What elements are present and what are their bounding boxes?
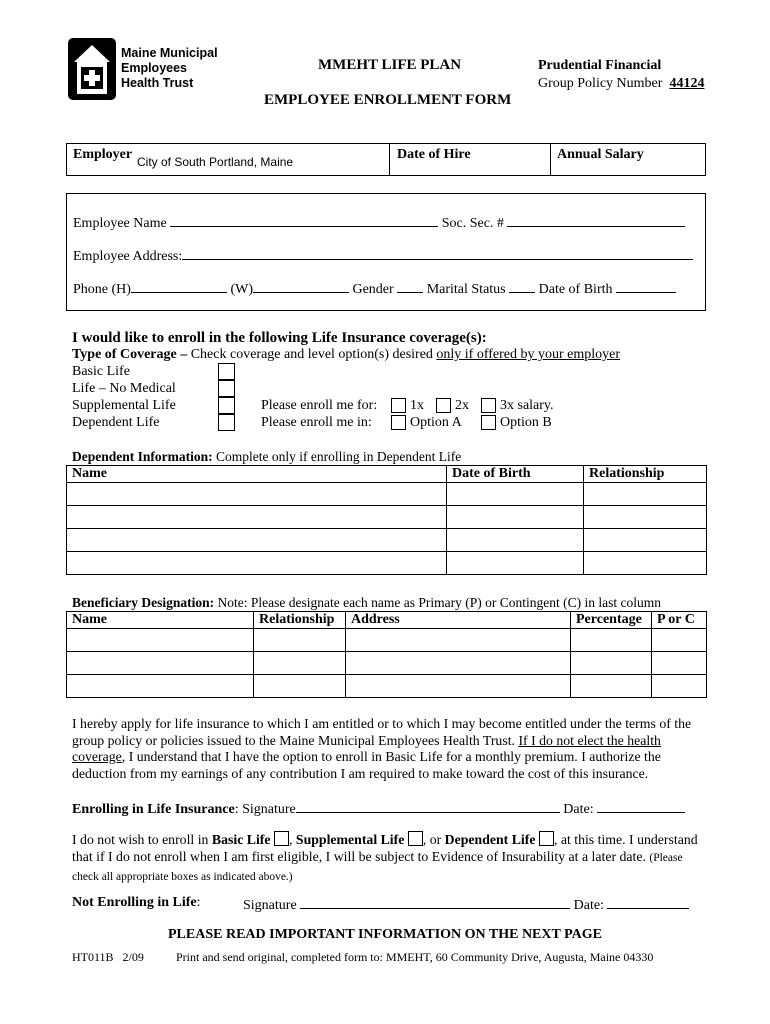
- option-supplemental-label: Supplemental Life: [72, 398, 176, 413]
- dob-field[interactable]: [616, 279, 676, 293]
- logo-line-2: Employees: [121, 61, 188, 75]
- table-row: [67, 675, 707, 698]
- salary-3x-checkbox[interactable]: [481, 398, 496, 413]
- not-enrolling-signature-line: Not Enrolling in Life:: [72, 895, 201, 910]
- employer-label: Employer: [73, 147, 133, 162]
- employee-name-label: Employee Name: [73, 216, 167, 231]
- option-no-medical-label: Life – No Medical: [72, 381, 176, 396]
- ben-col-address: Address: [346, 612, 571, 629]
- policy-label: Group Policy Number: [538, 76, 663, 91]
- form-title: MMEHT LIFE PLAN: [318, 57, 462, 73]
- dependent-checkbox[interactable]: [218, 414, 235, 431]
- enrolling-label: Enrolling in Life Insurance: [72, 802, 235, 817]
- dob-label: Date of Birth: [538, 282, 613, 297]
- salary-2x-checkbox[interactable]: [436, 398, 451, 413]
- policy-number-line: [538, 76, 704, 92]
- dep-col-relationship: Relationship: [584, 466, 707, 483]
- salary-3x-label: 3x salary.: [500, 398, 554, 413]
- not-enrolling-date-label: Date:: [573, 898, 604, 913]
- not-enrolling-sig-label: Signature: [243, 898, 297, 913]
- application-statement: I hereby apply for life insurance to which I am entitled or to which I may become entitled under the terms of the group policy or policies issued to the Maine Municipal Employees Health Trust. If I do not elect the health coverage, I understand that I have the option to enroll in Basic Life for a monthly premium. I authorize the deduction from my earnings of any contribution I am required to make toward the cost of this insurance.: [72, 716, 692, 781]
- phone-work-field[interactable]: [253, 279, 349, 293]
- coverage-type-instr-underlined: only if offered by your employer: [436, 347, 621, 362]
- date-of-hire-label: Date of Hire: [397, 147, 471, 162]
- gender-field[interactable]: [397, 279, 423, 293]
- not-enrolling-signature-field[interactable]: [300, 895, 570, 909]
- table-row: [67, 483, 707, 506]
- table-row: [67, 652, 707, 675]
- table-row: [67, 629, 707, 652]
- basic-life-checkbox[interactable]: [218, 363, 235, 380]
- mailing-instructions: Print and send original, completed form to: MMEHT, 60 Community Drive, Augusta, Maine 04330: [176, 950, 654, 964]
- employee-box: [66, 193, 706, 311]
- logo-line-3: Health Trust: [121, 76, 194, 90]
- supplemental-checkbox[interactable]: [218, 397, 235, 414]
- form-subtitle: EMPLOYEE ENROLLMENT FORM: [264, 92, 512, 108]
- annual-salary-label: Annual Salary: [557, 147, 644, 162]
- phone-home-field[interactable]: [131, 279, 227, 293]
- decline-dependent-checkbox[interactable]: [539, 831, 554, 846]
- option-b-checkbox[interactable]: [481, 415, 496, 430]
- option-b-label: Option B: [500, 415, 552, 430]
- table-row: [67, 552, 707, 575]
- provider-name: Prudential Financial: [538, 58, 662, 73]
- enrolling-date-label: Date:: [563, 802, 594, 817]
- ben-col-name: Name: [67, 612, 254, 629]
- marital-status-field[interactable]: [509, 279, 535, 293]
- beneficiary-heading: Beneficiary Designation: Note: Please designate each name as Primary (P) or Contingent (C) in last column: [72, 595, 662, 610]
- enrolling-signature-line: Enrolling in Life Insurance: Signature Date:: [72, 799, 685, 818]
- enrolling-date-field[interactable]: [597, 799, 685, 813]
- no-medical-checkbox[interactable]: [218, 380, 235, 397]
- next-page-notice: PLEASE READ IMPORTANT INFORMATION ON THE NEXT PAGE: [168, 927, 602, 942]
- ssn-field[interactable]: [507, 213, 685, 227]
- not-enrolling-date-field[interactable]: [607, 895, 689, 909]
- enrolling-signature-field[interactable]: [296, 799, 560, 813]
- dep-col-dob: Date of Birth: [447, 466, 584, 483]
- decline-supplemental-checkbox[interactable]: [408, 831, 423, 846]
- option-a-checkbox[interactable]: [391, 415, 406, 430]
- enroll-in-label: Please enroll me in:: [261, 415, 372, 430]
- marital-status-label: Marital Status: [426, 282, 506, 297]
- beneficiary-table: [66, 611, 707, 698]
- salary-2x-label: 2x: [455, 398, 469, 413]
- table-row: [67, 506, 707, 529]
- table-row: [67, 529, 707, 552]
- coverage-type-label: Type of Coverage –: [72, 347, 188, 362]
- employee-address-label: Employee Address:: [73, 249, 183, 264]
- decline-statement: I do not wish to enroll in Basic Life , Supplemental Life , or Dependent Life , at this time. I understand that if I do not enroll when I am first eligible, I will be subject to Evidence of Insurability at a later date. (Please check all appropriate boxes as indicated above.): [72, 832, 698, 883]
- ben-col-relationship: Relationship: [254, 612, 346, 629]
- ben-col-p-or-c: P or C: [652, 612, 707, 629]
- form-code: HT011B 2/09: [72, 950, 144, 964]
- option-dependent-label: Dependent Life: [72, 415, 160, 430]
- logo: [68, 38, 218, 100]
- dep-col-name: Name: [67, 466, 447, 483]
- salary-1x-checkbox[interactable]: [391, 398, 406, 413]
- coverage-type-instr: Check coverage and level option(s) desired: [190, 347, 433, 362]
- employer-box: [66, 143, 706, 176]
- ssn-label: Soc. Sec. #: [441, 216, 504, 231]
- enroll-for-label: Please enroll me for:: [261, 398, 378, 413]
- option-a-label: Option A: [410, 415, 462, 430]
- phone-home-label: Phone (H): [73, 282, 131, 297]
- employee-name-field[interactable]: [170, 213, 438, 227]
- mmeht-logo-icon: [68, 38, 116, 100]
- ben-col-percentage: Percentage: [571, 612, 652, 629]
- gender-label: Gender: [352, 282, 394, 297]
- coverage-type-line: [72, 347, 620, 363]
- not-enrolling-label: Not Enrolling in Life: [72, 895, 197, 910]
- salary-1x-label: 1x: [410, 398, 424, 413]
- option-basic-life-label: Basic Life: [72, 364, 130, 379]
- employee-address-field[interactable]: [182, 246, 693, 260]
- employer-field[interactable]: City of South Portland, Maine: [137, 155, 294, 169]
- coverage-heading: I would like to enroll in the following Life Insurance coverage(s):: [72, 330, 487, 346]
- logo-line-1: Maine Municipal: [121, 46, 218, 60]
- decline-basic-checkbox[interactable]: [274, 831, 289, 846]
- dependent-table: [66, 465, 707, 575]
- dependent-heading: Dependent Information: Complete only if enrolling in Dependent Life: [72, 449, 462, 464]
- phone-work-label: (W): [230, 282, 253, 297]
- policy-number: 44124: [669, 76, 705, 91]
